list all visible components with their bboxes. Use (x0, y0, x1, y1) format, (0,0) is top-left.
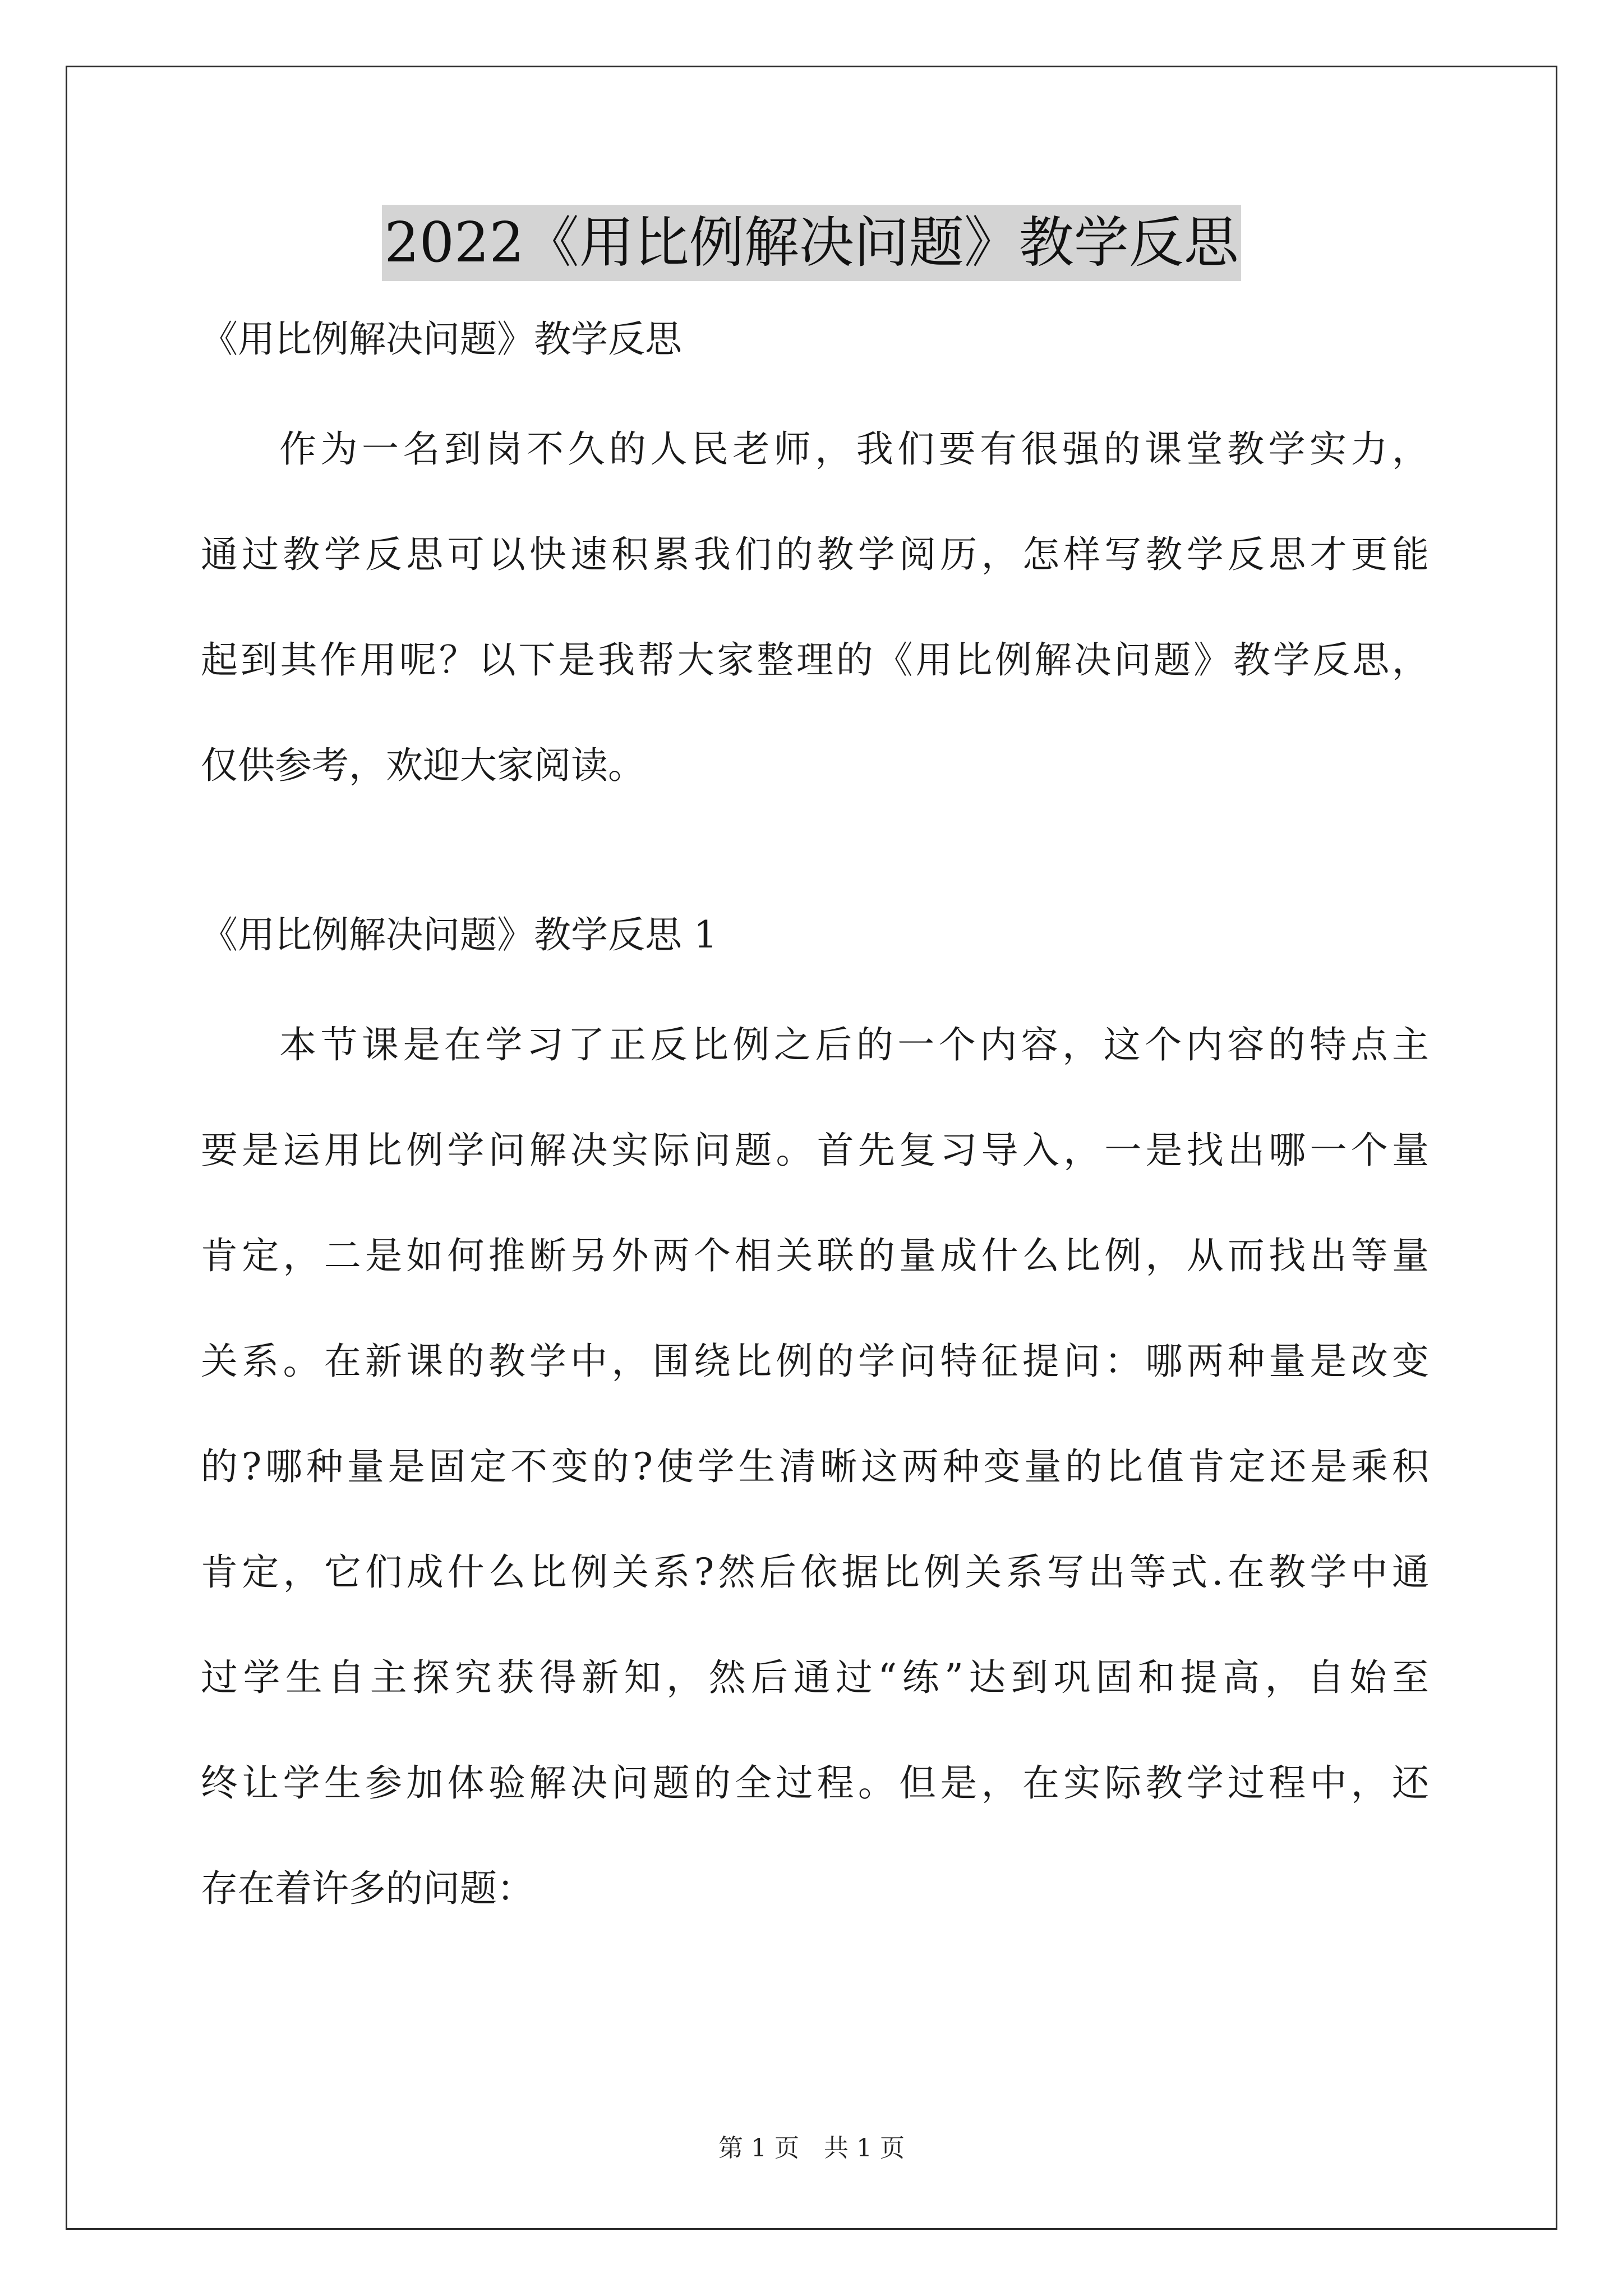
intro-paragraph (201, 397, 1429, 818)
paragraph-line: 的?哪种量是固定不变的?使学生清晰这两种变量的比值肯定还是乘积 (201, 1445, 1429, 1488)
paragraph-line: 作为一名到岗不久的人民老师，我们要有很强的课堂教学实力， (279, 427, 1429, 471)
paragraph-line: 起到其作用呢？以下是我帮大家整理的《用比例解决问题》教学反思， (201, 638, 1429, 682)
paragraph-line: 过学生自主探究获得新知，然后通过“练”达到巩固和提高，自始至 (201, 1656, 1429, 1699)
paragraph-line: 本节课是在学习了正反比例之后的一个内容，这个内容的特点主 (279, 1023, 1429, 1066)
paragraph-line: 肯定，二是如何推断另外两个相关联的量成什么比例，从而找出等量 (201, 1234, 1429, 1277)
document-body (201, 311, 1429, 1941)
page-footer: 第 1 页 共 1 页 (718, 2134, 905, 2162)
document-title: 2022《用比例解决问题》教学反思 (382, 205, 1241, 281)
paragraph-line: 存在着许多的问题： (201, 1867, 534, 1910)
paragraph-line: 要是运用比例学问解决实际问题。首先复习导入，一是找出哪一个量 (201, 1129, 1429, 1172)
paragraph-line: 肯定，它们成什么比例关系?然后依据比例关系写出等式.在教学中通 (201, 1550, 1429, 1594)
paragraph-line: 关系。在新课的教学中，围绕比例的学问特征提问：哪两种量是改变 (201, 1340, 1429, 1383)
section1-paragraph (201, 992, 1429, 1941)
intro-heading: 《用比例解决问题》教学反思 (201, 318, 682, 361)
paragraph-line: 通过教学反思可以快速积累我们的教学阅历，怎样写教学反思才更能 (201, 533, 1429, 576)
paragraph-line: 仅供参考，欢迎大家阅读。 (201, 744, 645, 787)
title-wrap (0, 205, 1623, 281)
paragraph-line: 终让学生参加体验解决问题的全过程。但是，在实际教学过程中，还 (201, 1761, 1429, 1805)
section1-heading: 《用比例解决问题》教学反思 1 (201, 913, 717, 956)
